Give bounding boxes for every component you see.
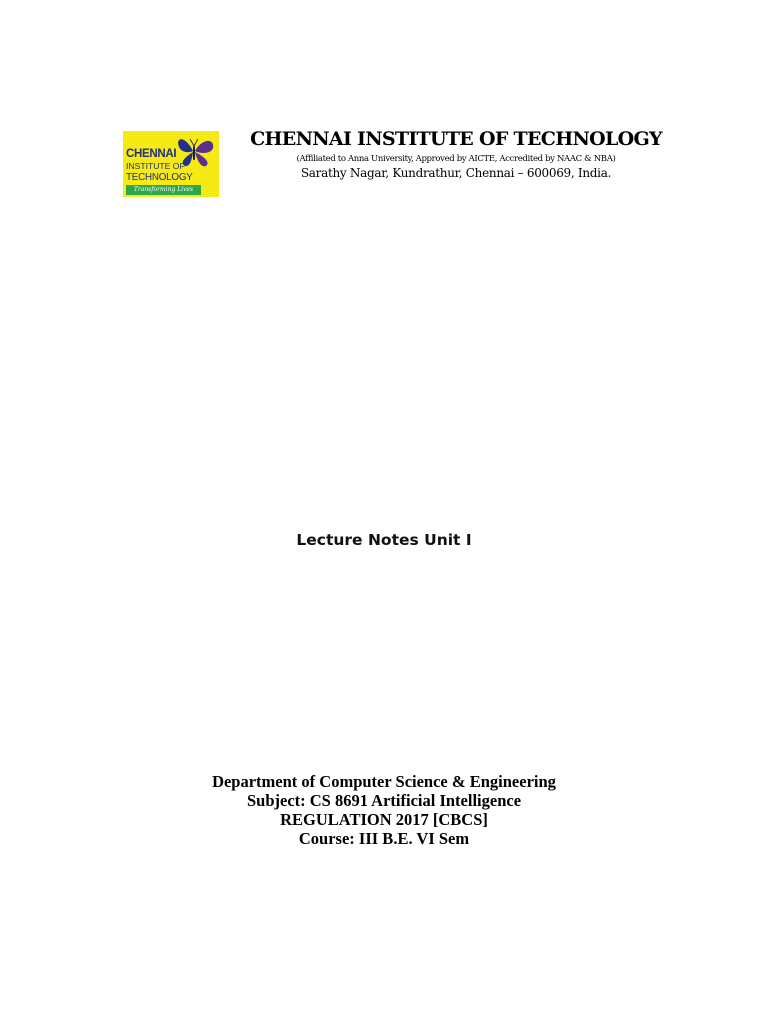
institution-logo [123, 131, 219, 197]
course-details [0, 772, 768, 848]
affiliation-text: (Affiliated to Anna University, Approved by AICTE, Accredited by NAAC & NBA) [296, 154, 616, 164]
institution-name: CHENNAI INSTITUTE OF TECHNOLOGY [250, 128, 662, 150]
department-line: Department of Computer Science & Engineering [212, 772, 556, 791]
logo-tagline: Transforming Lives [133, 186, 194, 193]
institution-address: Sarathy Nagar, Kundrathur, Chennai – 600069, India. [300, 166, 612, 180]
logo-text-line3: TECHNOLOGY [126, 172, 193, 183]
document-title: Lecture Notes Unit I [296, 531, 472, 549]
subject-line: Subject: CS 8691 Artificial Intelligence [246, 791, 522, 810]
logo-text-line1: CHENNAI [126, 148, 177, 160]
logo-text-line2: INSTITUTE OF [126, 161, 185, 171]
course-line: Course: III B.E. VI Sem [298, 829, 470, 848]
regulation-line: REGULATION 2017 [CBCS] [280, 810, 488, 829]
